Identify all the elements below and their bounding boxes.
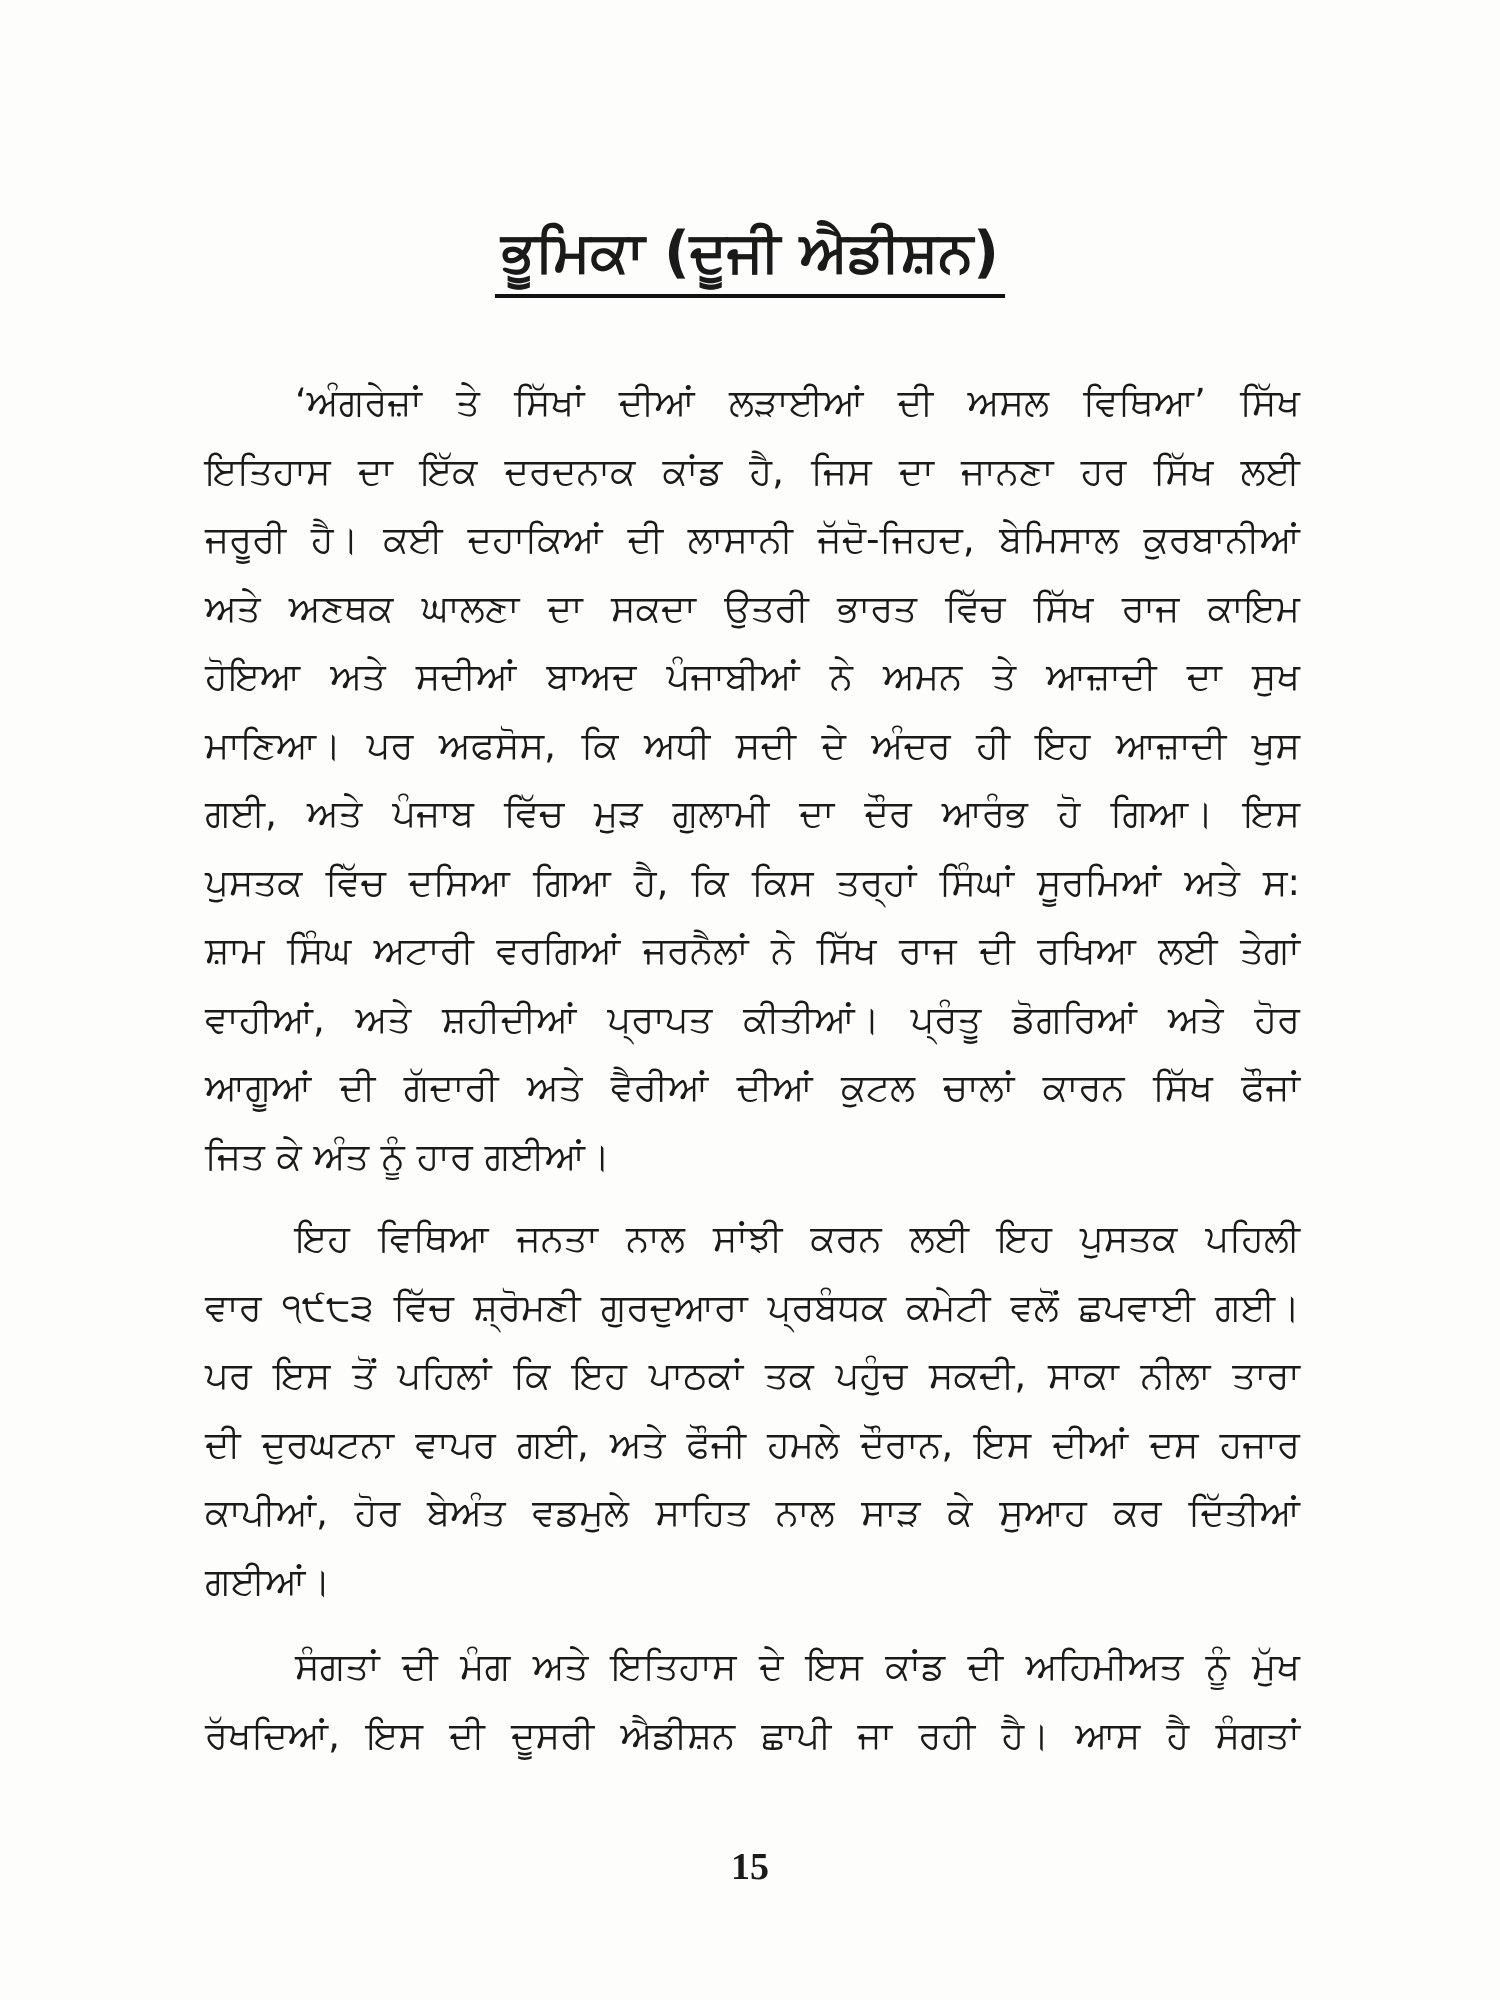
paragraph-2-line: ਗਈਆਂ।: [205, 1559, 331, 1603]
paragraph-1-line: ਜਿਤ ਕੇ ਅੰਤ ਨੂੰ ਹਾਰ ਗਈਆਂ।: [205, 1134, 610, 1178]
paragraph-1-line: ਵਾਹੀਆਂ, ਅਤੇ ਸ਼ਹੀਦੀਆਂ ਪ੍ਰਾਪਤ ਕੀਤੀਆਂ। ਪ੍ਰੰਤੂ ਡੋਗਰਿਆਂ ਅਤੇ ਹੋਰ: [205, 997, 1300, 1041]
paragraph-2-line: ਇਹ ਵਿਥਿਆ ਜਨਤਾ ਨਾਲ ਸਾਂਝੀ ਕਰਨ ਲਈ ਇਹ ਪੁਸਤਕ ਪਹਿਲੀ: [295, 1217, 1300, 1260]
paragraph-2-line: ਦੀ ਦੁਰਘਟਨਾ ਵਾਪਰ ਗਈ, ਅਤੇ ਫੌਜੀ ਹਮਲੇ ਦੌਰਾਨ, ਇਸ ਦੀਆਂ ਦਸ ਹਜਾਰ: [205, 1422, 1300, 1466]
page-title: ਭੂਮਿਕਾ (ਦੂਜੀ ਐਡੀਸ਼ਨ): [495, 220, 1005, 298]
paragraph-1-line: ਆਗੂਆਂ ਦੀ ਗੱਦਾਰੀ ਅਤੇ ਵੈਰੀਆਂ ਦੀਆਂ ਕੁਟਲ ਚਾਲਾਂ ਕਾਰਨ ਸਿੱਖ ਫੌਜਾਂ: [205, 1066, 1300, 1109]
paragraph-1-line: ਪੁਸਤਕ ਵਿੱਚ ਦਸਿਆ ਗਿਆ ਹੈ, ਕਿ ਕਿਸ ਤਰ੍ਹਾਂ ਸਿੰਘਾਂ ਸੂਰਮਿਆਂ ਅਤੇ ਸ:: [205, 860, 1300, 904]
paragraph-1-line: ਮਾਣਿਆ। ਪਰ ਅਫਸੋਸ, ਕਿ ਅਧੀ ਸਦੀ ਦੇ ਅੰਦਰ ਹੀ ਇਹ ਆਜ਼ਾਦੀ ਖੁਸ: [205, 723, 1300, 767]
page-title-wrap: [0, 220, 1500, 298]
paragraph-3-line: ਸੰਗਤਾਂ ਦੀ ਮੰਗ ਅਤੇ ਇਤਿਹਾਸ ਦੇ ਇਸ ਕਾਂਡ ਦੀ ਅਹਿਮੀਅਤ ਨੂੰ ਮੁੱਖ: [295, 1645, 1300, 1688]
paragraph-3-line: ਰੱਖਦਿਆਂ, ਇਸ ਦੀ ਦੂਸਰੀ ਐਡੀਸ਼ਨ ਛਾਪੀ ਜਾ ਰਹੀ ਹੈ। ਆਸ ਹੈ ਸੰਗਤਾਂ: [205, 1713, 1300, 1757]
paragraph-1-line: ਇਤਿਹਾਸ ਦਾ ਇੱਕ ਦਰਦਨਾਕ ਕਾਂਡ ਹੈ, ਜਿਸ ਦਾ ਜਾਨਣਾ ਹਰ ਸਿੱਖ ਲਈ: [205, 449, 1300, 493]
paragraph-2-line: ਵਾਰ ੧੯੮੩ ਵਿੱਚ ਸ਼੍ਰੋਮਣੀ ਗੁਰਦੁਆਰਾ ਪ੍ਰਬੰਧਕ ਕਮੇਟੀ ਵਲੋਂ ਛਪਵਾਈ ਗਈ।: [205, 1285, 1300, 1329]
paragraph-1-line: ਹੋਇਆ ਅਤੇ ਸਦੀਆਂ ਬਾਅਦ ਪੰਜਾਬੀਆਂ ਨੇ ਅਮਨ ਤੇ ਆਜ਼ਾਦੀ ਦਾ ਸੁਖ: [205, 655, 1300, 698]
paragraph-1-line: ਸ਼ਾਮ ਸਿੰਘ ਅਟਾਰੀ ਵਰਗਿਆਂ ਜਰਨੈਲਾਂ ਨੇ ਸਿੱਖ ਰਾਜ ਦੀ ਰਖਿਆ ਲਈ ਤੇਗਾਂ: [205, 929, 1300, 972]
paragraph-1-line: ਗਈ, ਅਤੇ ਪੰਜਾਬ ਵਿੱਚ ਮੁੜ ਗੁਲਾਮੀ ਦਾ ਦੌਰ ਆਰੰਭ ਹੋ ਗਿਆ। ਇਸ: [205, 792, 1300, 835]
paragraph-1-line: ਅਤੇ ਅਣਥਕ ਘਾਲਣਾ ਦਾ ਸਕਦਾ ਉਤਰੀ ਭਾਰਤ ਵਿੱਚ ਸਿੱਖ ਰਾਜ ਕਾਇਮ: [205, 586, 1300, 630]
paragraph-2-line: ਕਾਪੀਆਂ, ਹੋਰ ਬੇਅੰਤ ਵਡਮੁਲੇ ਸਾਹਿਤ ਨਾਲ ਸਾੜ ਕੇ ਸੁਆਹ ਕਰ ਦਿੱਤੀਆਂ: [205, 1491, 1300, 1534]
paragraph-2-line: ਪਰ ਇਸ ਤੋਂ ਪਹਿਲਾਂ ਕਿ ਇਹ ਪਾਠਕਾਂ ਤਕ ਪਹੁੰਚ ਸਕਦੀ, ਸਾਕਾ ਨੀਲਾ ਤਾਰਾ: [205, 1354, 1300, 1397]
paragraph-1-line: ‘ਅੰਗਰੇਜ਼ਾਂ ਤੇ ਸਿੱਖਾਂ ਦੀਆਂ ਲੜਾਈਆਂ ਦੀ ਅਸਲ ਵਿਥਿਆ’ ਸਿੱਖ: [295, 381, 1300, 424]
page-number: 15: [731, 1846, 769, 1888]
paragraph-1-line: ਜਰੂਰੀ ਹੈ। ਕਈ ਦਹਾਕਿਆਂ ਦੀ ਲਾਸਾਨੀ ਜੱਦੋ-ਜਿਹਦ, ਬੇਮਿਸਾਲ ਕੁਰਬਾਨੀਆਂ: [205, 518, 1300, 561]
